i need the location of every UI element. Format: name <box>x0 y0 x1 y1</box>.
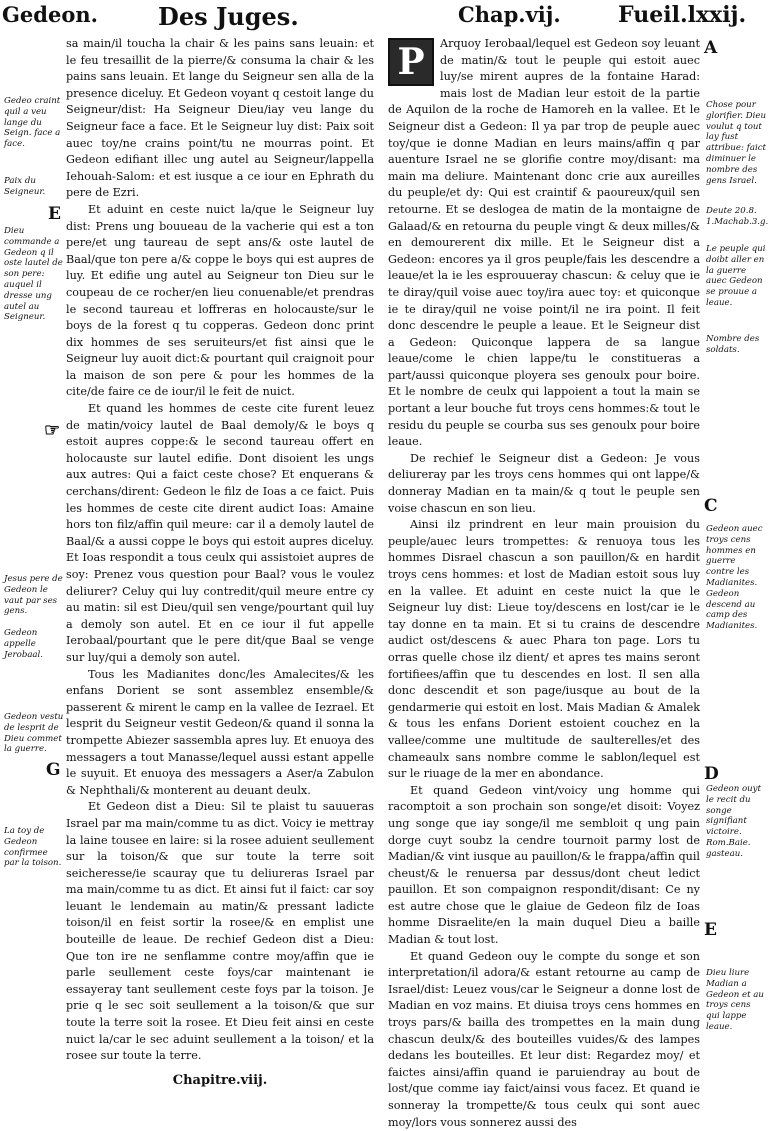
margin-gloss: Chose pour glorifier. Dieu voulut q tout lay fust attribue: faict diminuer le nombre des gens Israel. <box>706 100 766 186</box>
chapter-end-label: Chapitre.viij. <box>172 1072 268 1088</box>
margin-letter: E <box>48 204 61 224</box>
paragraph: Tous les Madianites donc/les Amalecites/& les enfans Dorient se sont assemblez ensemble/& passerent & mirent le camp en la vallee de Iezrael. Et lesprit du Seigneur vestit Gedeon/& quand il sonna la trompette Abiezer sassembla apres luy. Et enuoya des messagers a tout Manasse/lequel aussi estant appelle le suyuit. Et enuoya des messagers a Aser/a Zabulon & Nephthali/& monterent au deuant deulx. <box>66 667 374 797</box>
right-text-column <box>388 36 700 1129</box>
margin-gloss: Gedeon vestu de lesprit de Dieu commet la guerre. <box>4 712 64 755</box>
margin-gloss: La toy de Gedeon confirmee par la toison. <box>4 826 62 869</box>
paragraph: Et quand Gedeon vint/voicy ung homme qui racomptoit a son prochain son songe/et disoit: Voyez ung songe que iay songe/il me sembloit q ung pain dorge cuyt soubz la cendre tournoit parmy lost de Madian/& vint iusque au pauillon/& le frappa/affin quil cheust/& le renuersa par dessus/dont cheut ledict pauillon. Et son compaignon respondit/disant: Ce ny est autre chose que le glaiue de Gedeon filz de Ioas homme Disraelite/en la main duquel Dieu a baille Madian & tout lost. <box>388 783 700 947</box>
paragraph: Et aduint en ceste nuict la/que le Seigneur luy dist: Prens ung bouueau de la vacherie qui est a ton pere/et ung taureau de sept ans/& oste lautel de Baal/que ton pere a/& coppe le boys qui est aupres de luy. Et edifie ung autel au Seigneur ton Dieu sur le coupeau de ce rocher/en lieu conuenable/et prendras le second taureau et loffreras en holocauste/sur le boys de la forest q tu copperas. Gedeon donc print dix hommes de ses seruiteurs/et fist ainsi que le Seigneur luy auoit dict:& pourtant quil craignoit pour la maison de son pere & pour les hommes de la cite/de faire ce de iour/il le feit de nuict. <box>66 202 374 399</box>
margin-letter: A <box>704 38 718 58</box>
paragraph: Et quand Gedeon ouy le compte du songe et son interpretation/il adora/& estant retourne au camp de Israel/dist: Leuez vous/car le Seigneur a donne lost de Madian en voz mains. Et diuisa troys cens hommes en troys pars/& bailla des trompettes en la main dung chascun deulx/& des bouteilles vuides/& des lampes dedans les bouteilles. Et leur dist: Regardez moy/ et faictes ainsi/affin quand ie paruiendray au bout de lost/que comme iay faict/ainsi vous facez. Et quand ie sonneray la trompette/& tous ceulx qui sont auec moy/lors vous sonnerez aussi des <box>388 949 700 1129</box>
margin-letter: G <box>46 760 61 780</box>
running-head-folio: Fueil.lxxij. <box>618 2 747 28</box>
paragraph: sa main/il toucha la chair & les pains sans leuain: et le feu tresaillit de la pierre/& consuma la chair & les pains sans leuain. Et lange du Seigneur sen alla de la presence diceluy. Et Gedeon voyant q cestoit lange du Seigneur/dist: Ha Seigneur Dieu/iay veu lange du Seigneur face a face. Et le Seigneur luy dist: Paix soit auec toy/ne crains point/tu ne mourras point. Et Gedeon edifiant illec ung autel au Seigneur/lappella Iehouah-Salom: et est iusque a ce iour en Ephrath du pere de Ezri. <box>66 37 374 200</box>
running-head-chapter: Chap.vij. <box>458 2 561 27</box>
paragraph: Ainsi ilz prindrent en leur main prouision du peuple/auec leurs trompettes: & renuoya tous les hommes Disrael chascun a son pauillon/& en hardit troys cens hommes: et lost de Madian estoit sous luy en la vallee. Et aduint en ceste nuict la que le Seigneur luy dist: Lieue toy/descens en lost/car ie le tay donne en ta main. Et si tu crains de descendre audict ost/descens & auec Phara ton page. Lors tu orras quelle chose ilz dient/ et apres tes mains seront fortifiees/affin que tu descendes en lost. Il sen alla donc descendit et son page/iusque au bout de la gendarmerie qui estoit en lost. Mais Madian & Amalek & tous les enfans Dorient estoient couchez en la vallee/comme une multitude de saulterelles/et des chameaulx sans nombre comme le sablon/lequel est sur le riuage de la mer en abondance. <box>388 518 700 781</box>
margin-gloss: Gedeon appelle Jerobaal. <box>4 628 44 660</box>
margin-letter: D <box>704 764 719 784</box>
paragraph: De rechief le Seigneur dist a Gedeon: Je vous deliureray par les troys cens hommes qui ont lappe/& donneray Madian en ta main/& q tout le peuple sen voise chascun en son lieu. <box>388 451 700 515</box>
margin-gloss: Paix du Seigneur. <box>4 176 46 197</box>
margin-letter: C <box>704 496 718 516</box>
margin-gloss: Gedeon ouyt le recit du songe signifiant victoire. Rom.Baie. gasteau. <box>706 784 761 859</box>
paragraph: Arquoy Ierobaal/lequel est Gedeon soy leuant de matin/& tout le peuple qui estoit auec luy/se mirent aupres de la fontaine Harad: mais lost de Madian leur estoit de la partie de Aquilon de la roche de Hamoreh en la vallee. Et le Seigneur dist a Gedeon: Il ya par trop de peuple auec toy/que ie donne Madian en leurs mains/affin q par auenture Israel ne se glorifie contre moy/disant: ma main ma deliure. Maintenant donc crie aux aureilles du peuple/et dy: Qui est craintif & paoureux/quil sen retourne. Et se deslogea de matin de la montaigne de Galaad/& en retourna du peuple vingt & deux milles/& en demourerent dix mille. Et le Seigneur dist a Gedeon: encores ya il gros peuple/fais les descendre a leaue/et la ie les esprouueray chascun: & celuy que ie te diray/quil voise auec toy/ira auec toy: et quiconque ie te diray/quil ne voise point/il ne ira point. Il feit donc descendre le peuple a leaue. Et le Seigneur dist a Gedeon: Quiconque lappera de sa langue leaue/come le chien lappe/tu le constitueras a part/aussi quiconque ployera ses genoulx pour boire. Et le nombre de ceulx qui lappoient a tout la main se portant a leur bouche fut troys cens hommes:& tout le residu du peuple se courba sus ses genoulx pour boire leaue. <box>388 37 700 449</box>
pointing-hand-icon: ☞ <box>44 420 61 441</box>
margin-gloss: Gedeon auec troys cens hommes en guerre contre les Madianites. Gedeon descend au camp des Madianites. <box>706 524 763 632</box>
margin-gloss: Jesus pere de Gedeon le vaut par ses gens. <box>4 574 63 617</box>
margin-gloss: Le peuple qui doibt aller en la guerre auec Gedeon se prouue a leaue. <box>706 244 766 308</box>
running-head-name: Gedeon. <box>2 2 98 27</box>
margin-gloss: Deute 20.8. 1.Machab.3.g. <box>706 206 768 227</box>
paragraph: Et quand les hommes de ceste cite furent leuez de matin/voicy lautel de Baal demoly/& le boys q estoit aupres coppe:& le second taureau offert en holocauste sur lautel edifie. Dont disoient les ungs aux autres: Qui a faict ceste chose? Et enquerans & cerchans/dirent: Gedeon le filz de Ioas a ce faict. Puis les hommes de ceste cite dirent audict Ioas: Amaine hors ton filz/affin quil meure: car il a demoly lautel de Baal/& a aussi coppe le boys qui estoit aupres diceluy. Et Ioas respondit a tous ceulx qui assistoiet aupres de soy: Prenez vous question pour Baal? vous le voulez deliurer? Celuy qui luy contredit/quil meure entre cy au matin: sil est Dieu/quil sen venge/pourtant quil luy a demoly son autel. Et en ce iour il fut appelle Ierobaal/pourtant que le pere dit/que Baal se venge sur luy/qui a demoly son autel. <box>66 402 374 664</box>
margin-gloss: Gedeo craint quil a veu lange du Seign. face a face. <box>4 96 61 150</box>
running-head-book: Des Juges. <box>158 2 299 31</box>
margin-gloss: Nombre des soldats. <box>706 334 760 355</box>
paragraph: Et Gedeon dist a Dieu: Sil te plaist tu sauueras Israel par ma main/comme tu as dict. Voicy ie mettray la laine tousee en laire: si la rosee aduient seullement sur la toison/& que sur toute la terre soit seicheresse/ie scauray que tu deliureras Israel par ma main/comme tu as dict. Et ainsi fut il faict: car soy leuant le lendemain au matin/& pressant ladicte toison/il en feist sortir la rosee/& en emplist une bouteille de leaue. De rechief Gedeon dist a Dieu: Que ton ire ne senflamme contre moy/affin que ie parle seullement ceste foys/car maintenant ie essayeray tant seullement ceste foys par la toison. Je prie q le sec soit seullement a la toison/& que sur toute la terre soit la rosee. Et Dieu feit ainsi en ceste nuict la/car le sec aduint seullement a la toison/ et la rosee sur toute la terre. <box>66 800 374 1063</box>
margin-gloss: Dieu commande a Gedeon q il oste lautel de son pere: auquel il dresse ung autel au Seigneur. <box>4 226 63 323</box>
left-text-column <box>66 36 374 1088</box>
margin-gloss: Dieu liure Madian a Gedeon et au troys cens qui lappe leaue. <box>706 968 764 1032</box>
margin-letter: E <box>704 920 717 940</box>
decorated-initial: P <box>388 38 434 86</box>
